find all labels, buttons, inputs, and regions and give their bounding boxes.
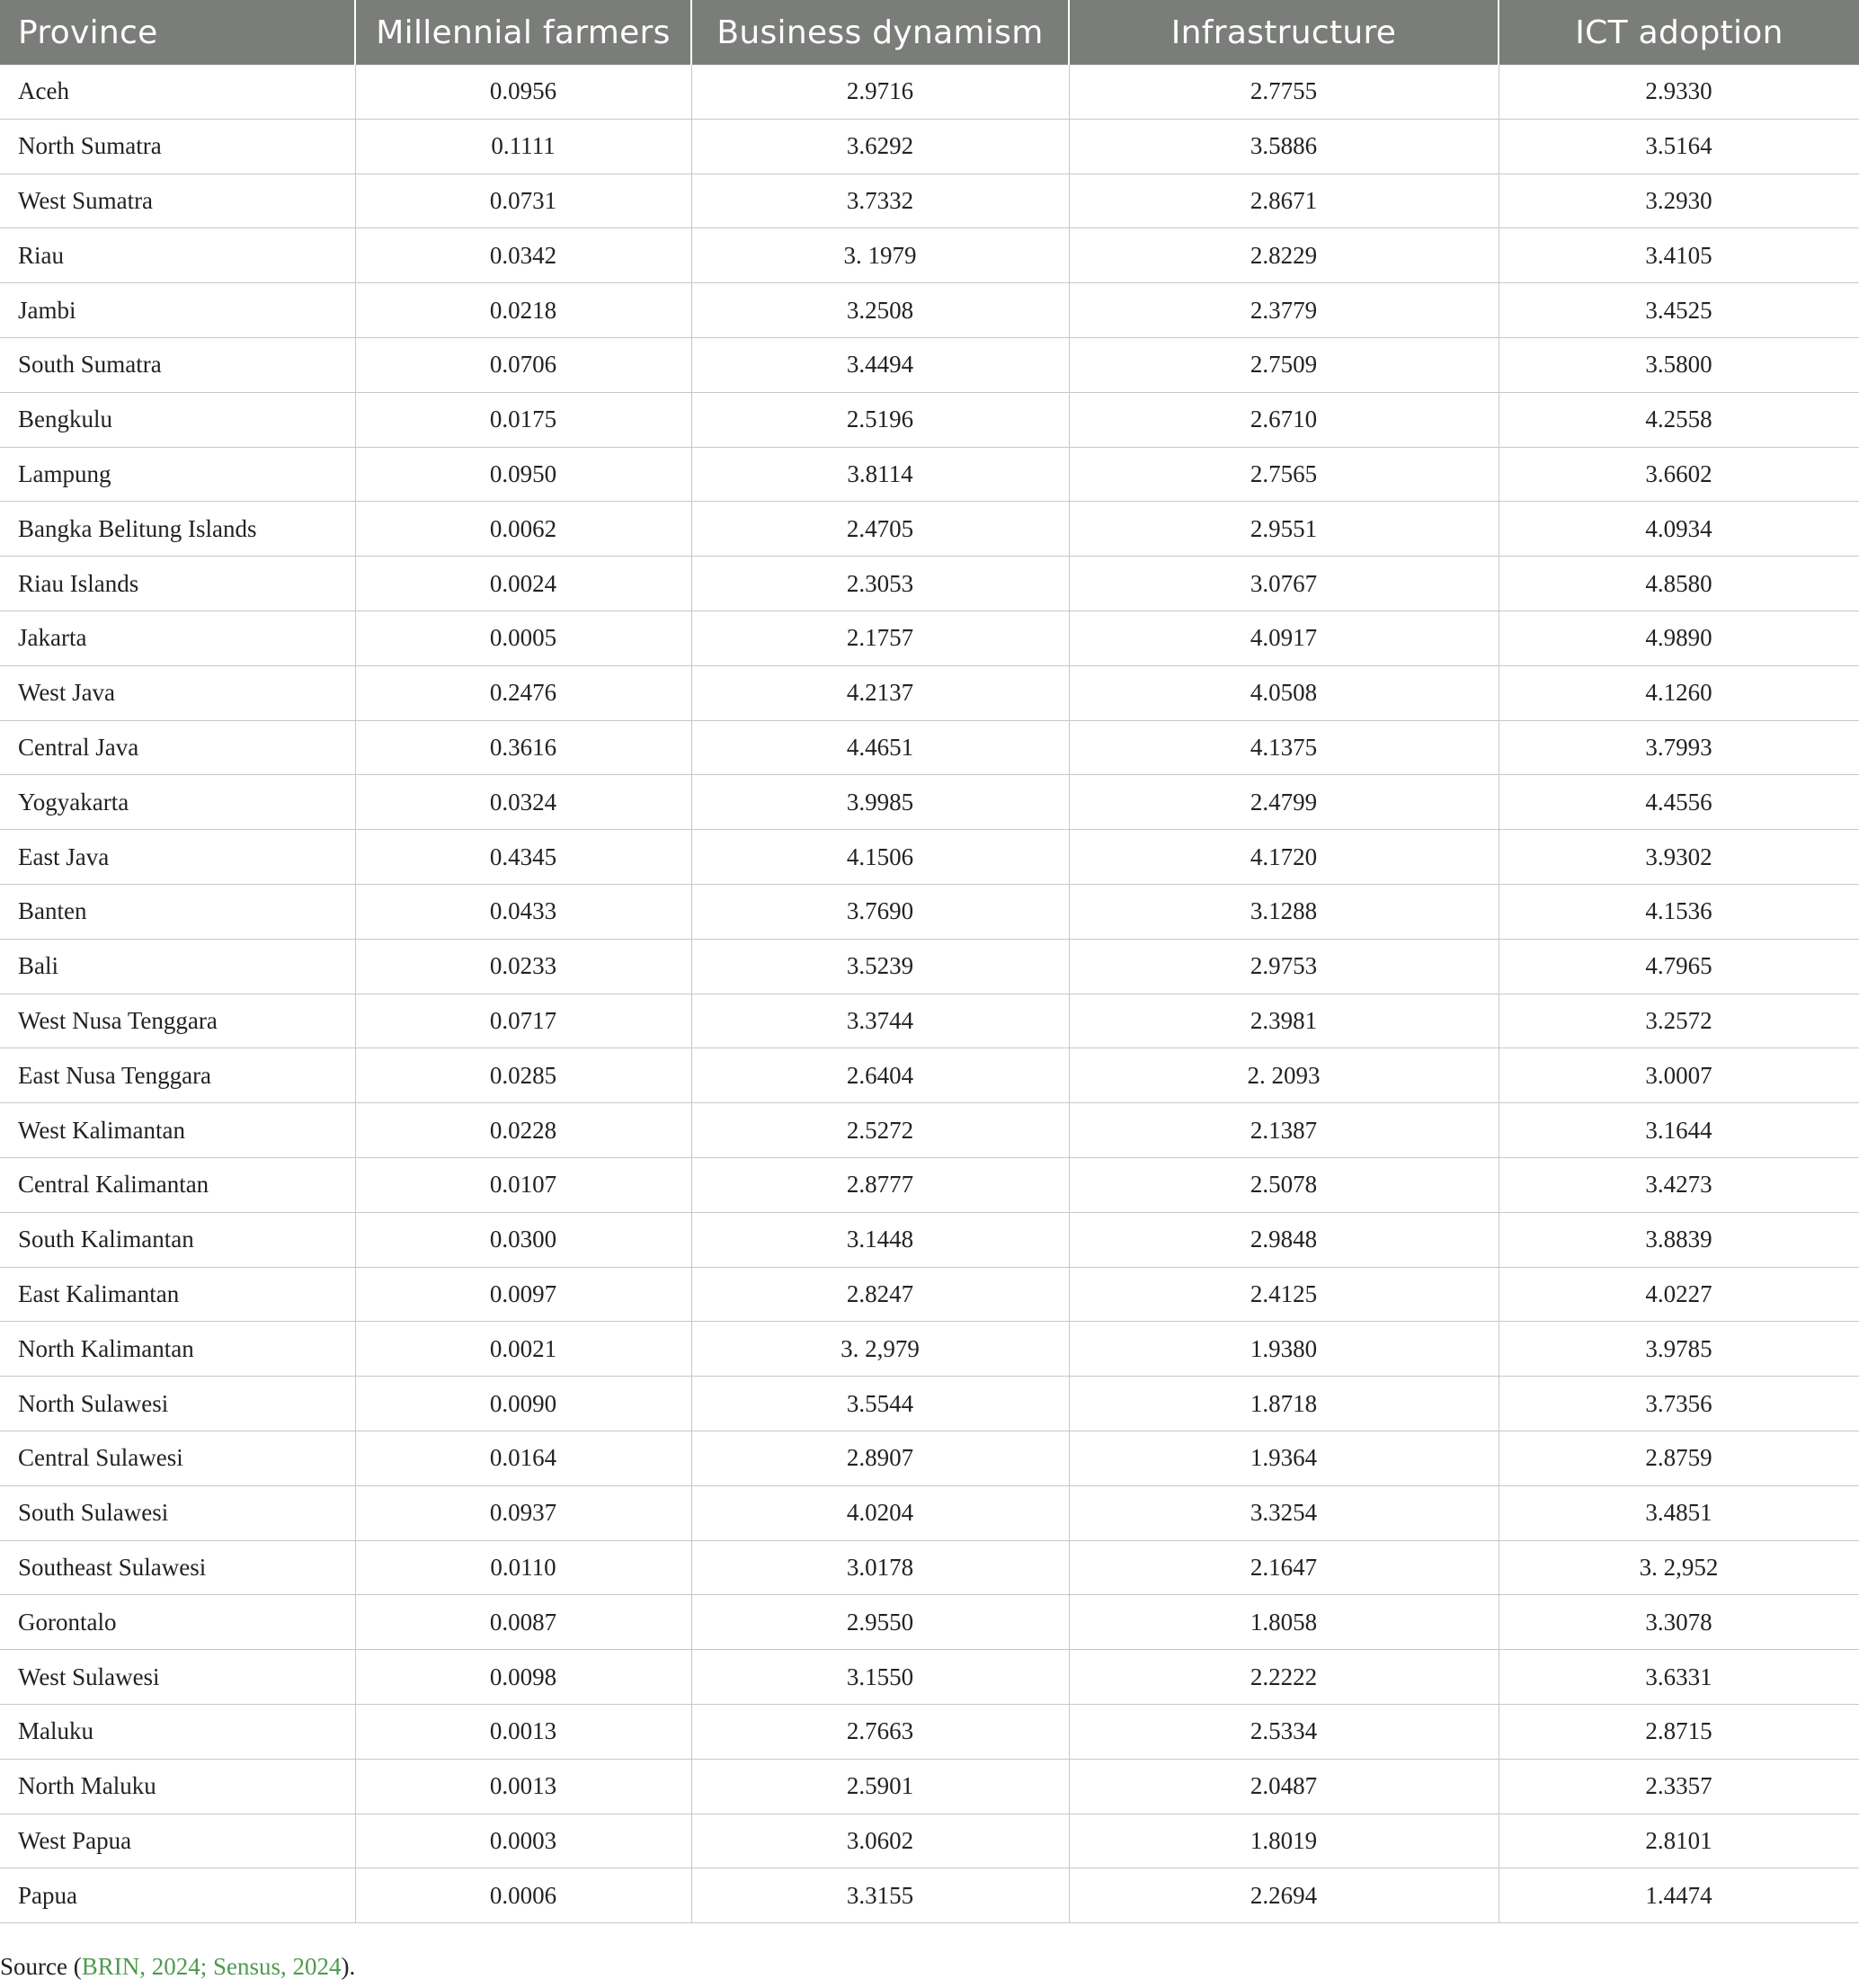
cell-business-dynamism: 2.5196 xyxy=(691,392,1069,447)
table-row xyxy=(0,1157,1859,1212)
cell-province: North Maluku xyxy=(0,1759,355,1814)
cell-ict-adoption: 3.4525 xyxy=(1499,283,1859,338)
cell-millennial-farmers: 0.0956 xyxy=(355,65,691,119)
cell-province: West Papua xyxy=(0,1814,355,1868)
cell-millennial-farmers: 0.0175 xyxy=(355,392,691,447)
table-row xyxy=(0,174,1859,228)
table-row xyxy=(0,283,1859,338)
cell-infrastructure: 2.7509 xyxy=(1069,337,1499,392)
source-citation-link[interactable]: BRIN, 2024; Sensus, 2024 xyxy=(81,1953,342,1980)
cell-ict-adoption: 3.2930 xyxy=(1499,174,1859,228)
cell-business-dynamism: 3.9985 xyxy=(691,775,1069,830)
cell-province: West Sumatra xyxy=(0,174,355,228)
table-row xyxy=(0,1377,1859,1431)
cell-ict-adoption: 4.2558 xyxy=(1499,392,1859,447)
cell-millennial-farmers: 0.0003 xyxy=(355,1814,691,1868)
cell-millennial-farmers: 0.0005 xyxy=(355,611,691,665)
cell-millennial-farmers: 0.0098 xyxy=(355,1650,691,1705)
cell-infrastructure: 2.7755 xyxy=(1069,65,1499,119)
cell-millennial-farmers: 0.0013 xyxy=(355,1759,691,1814)
cell-business-dynamism: 2.7663 xyxy=(691,1704,1069,1759)
cell-infrastructure: 2.2222 xyxy=(1069,1650,1499,1705)
cell-province: Papua xyxy=(0,1868,355,1923)
table-row xyxy=(0,392,1859,447)
cell-ict-adoption: 3.5800 xyxy=(1499,337,1859,392)
cell-millennial-farmers: 0.0433 xyxy=(355,884,691,939)
cell-millennial-farmers: 0.0233 xyxy=(355,939,691,994)
cell-province: Central Sulawesi xyxy=(0,1431,355,1485)
cell-ict-adoption: 2.8101 xyxy=(1499,1814,1859,1868)
cell-ict-adoption: 3.8839 xyxy=(1499,1212,1859,1267)
cell-infrastructure: 2.7565 xyxy=(1069,447,1499,502)
cell-millennial-farmers: 0.0731 xyxy=(355,174,691,228)
table-body xyxy=(0,65,1859,1923)
cell-infrastructure: 3.3254 xyxy=(1069,1485,1499,1540)
cell-business-dynamism: 3.7332 xyxy=(691,174,1069,228)
cell-millennial-farmers: 0.0110 xyxy=(355,1540,691,1595)
table-row xyxy=(0,665,1859,720)
table-row xyxy=(0,1048,1859,1103)
cell-infrastructure: 4.0917 xyxy=(1069,611,1499,665)
table-header xyxy=(0,0,1859,65)
cell-millennial-farmers: 0.0717 xyxy=(355,994,691,1048)
table-row xyxy=(0,1704,1859,1759)
cell-ict-adoption: 4.7965 xyxy=(1499,939,1859,994)
cell-ict-adoption: 4.0934 xyxy=(1499,502,1859,557)
cell-ict-adoption: 3.6602 xyxy=(1499,447,1859,502)
cell-business-dynamism: 3. 2,979 xyxy=(691,1322,1069,1377)
cell-province: Lampung xyxy=(0,447,355,502)
table-row xyxy=(0,830,1859,885)
cell-business-dynamism: 2.8907 xyxy=(691,1431,1069,1485)
header-infrastructure: Infrastructure xyxy=(1069,0,1499,65)
cell-millennial-farmers: 0.0324 xyxy=(355,775,691,830)
cell-province: Central Kalimantan xyxy=(0,1157,355,1212)
source-prefix: Source ( xyxy=(0,1953,82,1980)
table-row xyxy=(0,611,1859,665)
table-row xyxy=(0,1759,1859,1814)
table-row xyxy=(0,557,1859,611)
cell-business-dynamism: 3.4494 xyxy=(691,337,1069,392)
cell-ict-adoption: 3.2572 xyxy=(1499,994,1859,1048)
cell-ict-adoption: 4.4556 xyxy=(1499,775,1859,830)
cell-ict-adoption: 1.4474 xyxy=(1499,1868,1859,1923)
cell-millennial-farmers: 0.0218 xyxy=(355,283,691,338)
cell-province: Central Java xyxy=(0,720,355,775)
cell-province: Gorontalo xyxy=(0,1595,355,1650)
cell-province: Jambi xyxy=(0,283,355,338)
header-business-dynamism: Business dynamism xyxy=(691,0,1069,65)
cell-millennial-farmers: 0.0024 xyxy=(355,557,691,611)
cell-infrastructure: 3.5886 xyxy=(1069,119,1499,174)
cell-province: Bangka Belitung Islands xyxy=(0,502,355,557)
cell-business-dynamism: 2.3053 xyxy=(691,557,1069,611)
table-row xyxy=(0,994,1859,1048)
cell-infrastructure: 1.9364 xyxy=(1069,1431,1499,1485)
cell-millennial-farmers: 0.0097 xyxy=(355,1267,691,1322)
cell-province: Riau Islands xyxy=(0,557,355,611)
cell-business-dynamism: 2.9716 xyxy=(691,65,1069,119)
table-row xyxy=(0,1212,1859,1267)
table-row xyxy=(0,1322,1859,1377)
table-row xyxy=(0,1485,1859,1540)
cell-province: West Sulawesi xyxy=(0,1650,355,1705)
cell-infrastructure: 2.2694 xyxy=(1069,1868,1499,1923)
cell-business-dynamism: 3.8114 xyxy=(691,447,1069,502)
cell-millennial-farmers: 0.2476 xyxy=(355,665,691,720)
cell-ict-adoption: 2.9330 xyxy=(1499,65,1859,119)
cell-ict-adoption: 4.1260 xyxy=(1499,665,1859,720)
table-row xyxy=(0,502,1859,557)
cell-infrastructure: 3.0767 xyxy=(1069,557,1499,611)
header-province: Province xyxy=(0,0,355,65)
cell-business-dynamism: 2.6404 xyxy=(691,1048,1069,1103)
cell-province: Aceh xyxy=(0,65,355,119)
cell-millennial-farmers: 0.1111 xyxy=(355,119,691,174)
cell-millennial-farmers: 0.0937 xyxy=(355,1485,691,1540)
cell-business-dynamism: 3.3744 xyxy=(691,994,1069,1048)
cell-infrastructure: 4.1720 xyxy=(1069,830,1499,885)
cell-infrastructure: 2. 2093 xyxy=(1069,1048,1499,1103)
cell-millennial-farmers: 0.0706 xyxy=(355,337,691,392)
cell-business-dynamism: 2.8777 xyxy=(691,1157,1069,1212)
cell-province: South Sulawesi xyxy=(0,1485,355,1540)
cell-millennial-farmers: 0.0013 xyxy=(355,1704,691,1759)
cell-ict-adoption: 4.8580 xyxy=(1499,557,1859,611)
cell-infrastructure: 2.9753 xyxy=(1069,939,1499,994)
table-row xyxy=(0,228,1859,283)
cell-infrastructure: 2.4799 xyxy=(1069,775,1499,830)
cell-business-dynamism: 2.5901 xyxy=(691,1759,1069,1814)
cell-province: North Kalimantan xyxy=(0,1322,355,1377)
cell-province: Riau xyxy=(0,228,355,283)
cell-millennial-farmers: 0.0062 xyxy=(355,502,691,557)
cell-ict-adoption: 2.8715 xyxy=(1499,1704,1859,1759)
cell-millennial-farmers: 0.0087 xyxy=(355,1595,691,1650)
cell-millennial-farmers: 0.3616 xyxy=(355,720,691,775)
cell-millennial-farmers: 0.0090 xyxy=(355,1377,691,1431)
table-row xyxy=(0,720,1859,775)
cell-ict-adoption: 3.7356 xyxy=(1499,1377,1859,1431)
cell-business-dynamism: 3.1448 xyxy=(691,1212,1069,1267)
cell-infrastructure: 1.8058 xyxy=(1069,1595,1499,1650)
cell-province: Bali xyxy=(0,939,355,994)
cell-ict-adoption: 3.7993 xyxy=(1499,720,1859,775)
cell-ict-adoption: 3. 2,952 xyxy=(1499,1540,1859,1595)
cell-infrastructure: 1.8019 xyxy=(1069,1814,1499,1868)
cell-ict-adoption: 3.6331 xyxy=(1499,1650,1859,1705)
cell-business-dynamism: 3.5544 xyxy=(691,1377,1069,1431)
header-row xyxy=(0,0,1859,65)
cell-ict-adoption: 4.9890 xyxy=(1499,611,1859,665)
cell-millennial-farmers: 0.0228 xyxy=(355,1103,691,1158)
table-row xyxy=(0,1868,1859,1923)
cell-infrastructure: 1.8718 xyxy=(1069,1377,1499,1431)
cell-business-dynamism: 2.1757 xyxy=(691,611,1069,665)
cell-business-dynamism: 2.5272 xyxy=(691,1103,1069,1158)
table-row xyxy=(0,1595,1859,1650)
table-row xyxy=(0,1103,1859,1158)
table-row xyxy=(0,775,1859,830)
cell-province: Bengkulu xyxy=(0,392,355,447)
cell-infrastructure: 2.0487 xyxy=(1069,1759,1499,1814)
cell-infrastructure: 2.9848 xyxy=(1069,1212,1499,1267)
cell-millennial-farmers: 0.0300 xyxy=(355,1212,691,1267)
cell-infrastructure: 2.1387 xyxy=(1069,1103,1499,1158)
cell-province: East Nusa Tenggara xyxy=(0,1048,355,1103)
cell-millennial-farmers: 0.0950 xyxy=(355,447,691,502)
cell-infrastructure: 4.0508 xyxy=(1069,665,1499,720)
cell-province: South Kalimantan xyxy=(0,1212,355,1267)
table-row xyxy=(0,1267,1859,1322)
cell-province: North Sumatra xyxy=(0,119,355,174)
cell-ict-adoption: 2.8759 xyxy=(1499,1431,1859,1485)
cell-province: Banten xyxy=(0,884,355,939)
table-row xyxy=(0,884,1859,939)
table-row xyxy=(0,447,1859,502)
cell-infrastructure: 2.8671 xyxy=(1069,174,1499,228)
cell-millennial-farmers: 0.0107 xyxy=(355,1157,691,1212)
cell-infrastructure: 2.4125 xyxy=(1069,1267,1499,1322)
cell-ict-adoption: 3.4273 xyxy=(1499,1157,1859,1212)
cell-business-dynamism: 3.6292 xyxy=(691,119,1069,174)
cell-province: Yogyakarta xyxy=(0,775,355,830)
cell-millennial-farmers: 0.0021 xyxy=(355,1322,691,1377)
source-suffix: ). xyxy=(341,1953,356,1980)
cell-infrastructure: 2.3981 xyxy=(1069,994,1499,1048)
cell-ict-adoption: 3.9785 xyxy=(1499,1322,1859,1377)
cell-millennial-farmers: 0.0342 xyxy=(355,228,691,283)
cell-province: East Kalimantan xyxy=(0,1267,355,1322)
cell-business-dynamism: 3.1550 xyxy=(691,1650,1069,1705)
cell-ict-adoption: 3.9302 xyxy=(1499,830,1859,885)
header-millennial-farmers: Millennial farmers xyxy=(355,0,691,65)
cell-millennial-farmers: 0.4345 xyxy=(355,830,691,885)
cell-infrastructure: 2.5334 xyxy=(1069,1704,1499,1759)
cell-province: Southeast Sulawesi xyxy=(0,1540,355,1595)
cell-ict-adoption: 3.4105 xyxy=(1499,228,1859,283)
cell-province: Jakarta xyxy=(0,611,355,665)
table-row xyxy=(0,119,1859,174)
cell-business-dynamism: 3.3155 xyxy=(691,1868,1069,1923)
cell-business-dynamism: 3.2508 xyxy=(691,283,1069,338)
cell-ict-adoption: 3.4851 xyxy=(1499,1485,1859,1540)
table-row xyxy=(0,65,1859,119)
cell-millennial-farmers: 0.0285 xyxy=(355,1048,691,1103)
cell-ict-adoption: 3.1644 xyxy=(1499,1103,1859,1158)
cell-infrastructure: 2.5078 xyxy=(1069,1157,1499,1212)
cell-infrastructure: 3.1288 xyxy=(1069,884,1499,939)
cell-business-dynamism: 2.8247 xyxy=(691,1267,1069,1322)
cell-business-dynamism: 3.0602 xyxy=(691,1814,1069,1868)
cell-ict-adoption: 4.1536 xyxy=(1499,884,1859,939)
cell-ict-adoption: 4.0227 xyxy=(1499,1267,1859,1322)
table-row xyxy=(0,1431,1859,1485)
cell-ict-adoption: 3.0007 xyxy=(1499,1048,1859,1103)
table-row xyxy=(0,1540,1859,1595)
cell-infrastructure: 4.1375 xyxy=(1069,720,1499,775)
cell-business-dynamism: 2.4705 xyxy=(691,502,1069,557)
cell-business-dynamism: 4.1506 xyxy=(691,830,1069,885)
cell-business-dynamism: 4.2137 xyxy=(691,665,1069,720)
table-row xyxy=(0,1814,1859,1868)
table-row xyxy=(0,337,1859,392)
cell-infrastructure: 2.1647 xyxy=(1069,1540,1499,1595)
cell-province: Maluku xyxy=(0,1704,355,1759)
cell-province: North Sulawesi xyxy=(0,1377,355,1431)
cell-business-dynamism: 4.4651 xyxy=(691,720,1069,775)
cell-millennial-farmers: 0.0164 xyxy=(355,1431,691,1485)
cell-ict-adoption: 2.3357 xyxy=(1499,1759,1859,1814)
cell-province: South Sumatra xyxy=(0,337,355,392)
cell-province: East Java xyxy=(0,830,355,885)
cell-business-dynamism: 3.0178 xyxy=(691,1540,1069,1595)
cell-millennial-farmers: 0.0006 xyxy=(355,1868,691,1923)
table-row xyxy=(0,939,1859,994)
cell-province: West Kalimantan xyxy=(0,1103,355,1158)
cell-ict-adoption: 3.5164 xyxy=(1499,119,1859,174)
cell-business-dynamism: 3. 1979 xyxy=(691,228,1069,283)
table-row xyxy=(0,1650,1859,1705)
source-note xyxy=(0,1953,355,1981)
header-ict-adoption: ICT adoption xyxy=(1499,0,1859,65)
cell-business-dynamism: 3.7690 xyxy=(691,884,1069,939)
cell-business-dynamism: 3.5239 xyxy=(691,939,1069,994)
cell-infrastructure: 2.3779 xyxy=(1069,283,1499,338)
cell-province: West Nusa Tenggara xyxy=(0,994,355,1048)
cell-business-dynamism: 2.9550 xyxy=(691,1595,1069,1650)
cell-infrastructure: 2.6710 xyxy=(1069,392,1499,447)
cell-infrastructure: 2.8229 xyxy=(1069,228,1499,283)
cell-business-dynamism: 4.0204 xyxy=(691,1485,1069,1540)
cell-infrastructure: 2.9551 xyxy=(1069,502,1499,557)
cell-infrastructure: 1.9380 xyxy=(1069,1322,1499,1377)
cell-province: West Java xyxy=(0,665,355,720)
cell-ict-adoption: 3.3078 xyxy=(1499,1595,1859,1650)
